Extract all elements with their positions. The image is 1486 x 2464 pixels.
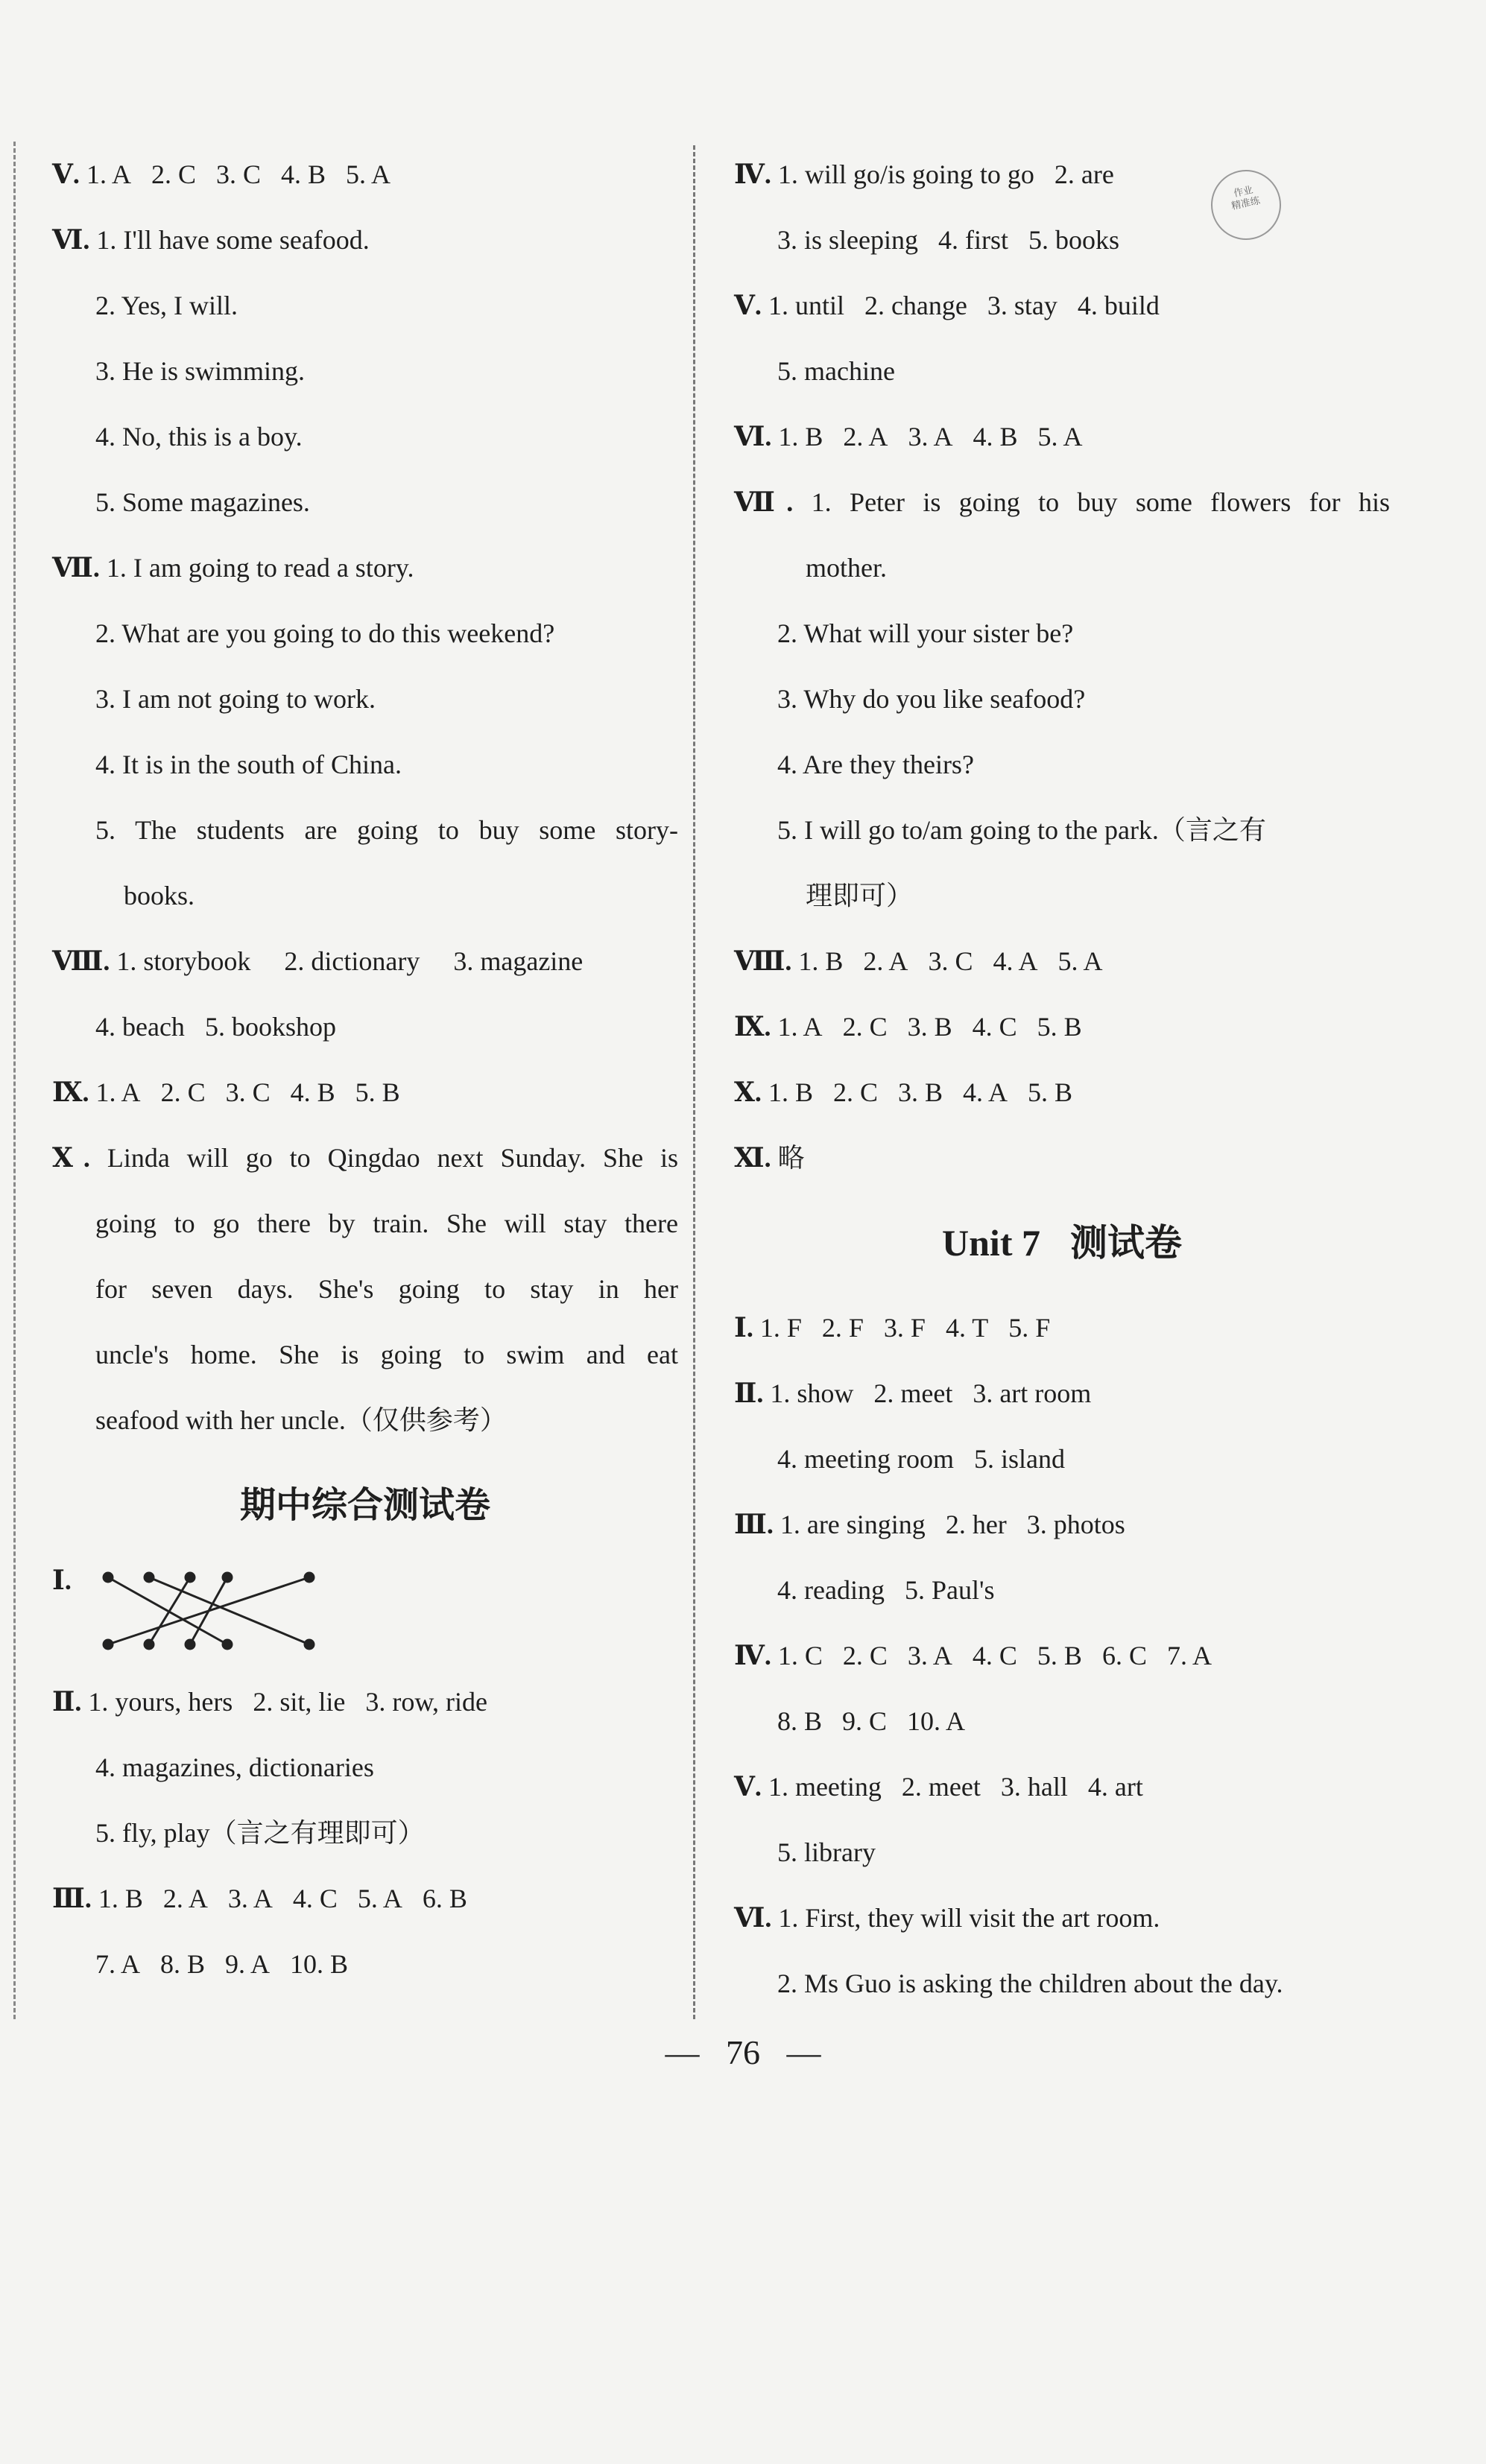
midterm-section-iii: Ⅲ. 1. B 2. A 3. A 4. C 5. A 6. B <box>52 1884 467 1913</box>
left-column <box>52 142 678 1997</box>
answer-line: 5. The students are going to buy some story- <box>95 815 678 845</box>
answer-line: 5. Some magazines. <box>95 487 310 517</box>
match-dot <box>186 1573 195 1582</box>
answer-line: 3. I am not going to work. <box>95 684 376 714</box>
unit-section-i: Ⅰ. 1. F 2. F 3. F 4. T 5. F <box>734 1313 1051 1343</box>
unit-section-iii: Ⅲ. 1. are singing 2. her 3. photos <box>734 1510 1125 1539</box>
unit-section-iv: Ⅳ. 1. C 2. C 3. A 4. C 5. B 6. C 7. A <box>734 1641 1212 1670</box>
answer-line: 4. reading 5. Paul's <box>777 1575 995 1605</box>
answer-line: 5. machine <box>777 356 895 386</box>
answer-line: 3. is sleeping 4. first 5. books <box>777 225 1119 255</box>
match-dot <box>104 1573 113 1582</box>
unit-section-ii: Ⅱ. 1. show 2. meet 3. art room <box>734 1378 1092 1408</box>
match-dot <box>186 1640 195 1649</box>
answer-line: 2. What are you going to do this weekend? <box>95 618 555 648</box>
answer-line: 理即可） <box>806 881 914 910</box>
section-v: Ⅴ. 1. A 2. C 3. C 4. B 5. A <box>52 159 391 189</box>
matching-lines-diagram <box>93 1566 361 1656</box>
match-dot <box>145 1640 154 1649</box>
matching-exercise: Ⅰ. <box>52 1557 678 1669</box>
section-ix-right: Ⅸ. 1. A 2. C 3. B 4. C 5. B <box>734 1012 1082 1042</box>
answer-line: 2. Yes, I will. <box>95 291 238 320</box>
section-ix: Ⅸ. 1. A 2. C 3. C 4. B 5. B <box>52 1077 400 1107</box>
page-number: 76 <box>726 2033 760 2071</box>
section-xi-right: Ⅺ. 略 <box>734 1143 805 1173</box>
midterm-title: 期中综合测试卷 <box>239 1484 490 1526</box>
answer-line: books. <box>124 881 195 910</box>
section-v-right: Ⅴ. 1. until 2. change 3. stay 4. build <box>734 291 1160 320</box>
answer-line: 8. B 9. C 10. A <box>777 1706 966 1736</box>
passage-line: uncle's home. She is going to swim and eat <box>95 1340 678 1369</box>
match-dot <box>145 1573 154 1582</box>
answer-line: 3. Why do you like seafood? <box>777 684 1086 714</box>
answer-line: 4. beach 5. bookshop <box>95 1012 336 1042</box>
match-line <box>149 1577 190 1644</box>
column-separator <box>693 145 695 2019</box>
section-vii-right: Ⅶ. 1. Peter is going to buy some flowers for his <box>734 487 1391 517</box>
answer-line: 5. fly, play（言之有理即可） <box>95 1818 425 1848</box>
answer-line: 4. magazines, dictionaries <box>95 1752 374 1782</box>
section-viii-right: Ⅷ. 1. B 2. A 3. C 4. A 5. A <box>734 946 1103 976</box>
section-vi: Ⅵ. 1. I'll have some seafood. <box>52 225 370 255</box>
match-dot <box>305 1573 314 1582</box>
page-footer: — 76 — <box>665 2033 821 2071</box>
answer-line: mother. <box>806 553 887 583</box>
match-dot <box>305 1640 314 1649</box>
section-iv: Ⅳ. 1. will go/is going to go 2. are <box>734 159 1114 189</box>
match-line <box>149 1577 309 1644</box>
answer-line: 2. What will your sister be? <box>777 618 1074 648</box>
answer-line: 4. Are they theirs? <box>777 750 974 779</box>
section-viii: Ⅷ. 1. storybook 2. dictionary 3. magazine <box>52 946 584 976</box>
answer-line: 3. He is swimming. <box>95 356 306 386</box>
answer-line: 5. library <box>777 1837 876 1867</box>
answer-line: 7. A 8. B 9. A 10. B <box>95 1949 349 1979</box>
section-vii: Ⅶ. 1. I am going to read a story. <box>52 553 414 583</box>
section-vi-right: Ⅵ. 1. B 2. A 3. A 4. B 5. A <box>734 422 1083 452</box>
match-dot <box>223 1640 232 1649</box>
passage-line: going to go there by train. She will stay there <box>95 1209 678 1238</box>
unit-section-v: Ⅴ. 1. meeting 2. meet 3. hall 4. art <box>734 1772 1143 1802</box>
answer-line: 5. I will go to/am going to the park.（言之有 <box>777 815 1266 845</box>
midterm-section-ii: Ⅱ. 1. yours, hers 2. sit, lie 3. row, ride <box>52 1687 487 1717</box>
right-column <box>734 142 1390 2016</box>
unit-7-title: Unit 7 测试卷 <box>942 1221 1182 1264</box>
section-x-right: Ⅹ. 1. B 2. C 3. B 4. A 5. B <box>734 1077 1073 1107</box>
unit-section-vi: Ⅵ. 1. First, they will visit the art room. <box>734 1903 1160 1933</box>
passage-line: seafood with her uncle.（仅供参考） <box>95 1405 507 1435</box>
binding-edge-line <box>13 142 16 2019</box>
match-dot <box>104 1640 113 1649</box>
passage-line: for seven days. She's going to stay in her <box>95 1274 678 1304</box>
match-dot <box>223 1573 232 1582</box>
answer-line: 4. It is in the south of China. <box>95 750 402 779</box>
answer-line: 4. meeting room 5. island <box>777 1444 1065 1474</box>
answer-line: 4. No, this is a boy. <box>95 422 303 452</box>
publisher-stamp: 作业 精准练 <box>1204 163 1287 246</box>
section-x: Ⅹ. Linda will go to Qingdao next Sunday. She is <box>52 1143 679 1173</box>
answer-line: 2. Ms Guo is asking the children about the day. <box>777 1969 1283 1998</box>
